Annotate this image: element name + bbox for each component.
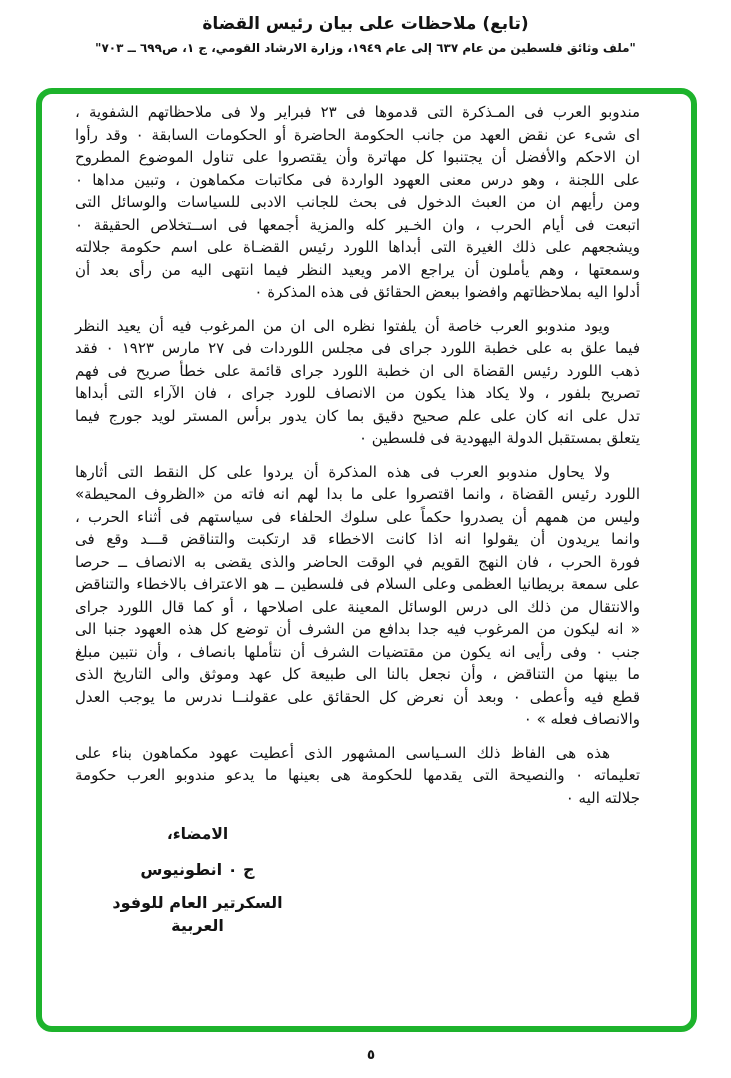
text-line: فورة الحرب ، فان النهج القويم في الوقت الحاضر والذى يقضى به الانصاف ــ حرصا bbox=[75, 552, 640, 571]
text-line: ان الاحكم والأفضل أن يجتنبوا كل مهاترة وأن يقتصروا على تناول الموضوع المطروح bbox=[75, 148, 640, 166]
text-line: ولا يحاول مندوبو العرب فى هذه المذكرة أن يردوا على كل النقط التى أثارها bbox=[75, 462, 610, 481]
text-line: وسمعتها ، وهم يأملون أن يراجع الامر ويعيد النظر فيما انتهى اليه من رأى بعد أن bbox=[75, 260, 640, 279]
text-line: اتبعت فى أيام الحرب ، وان الخـير كله والمزية أجمعها فى اســتخلاص الحقيقة ٠ bbox=[75, 215, 640, 234]
paragraph bbox=[75, 742, 640, 810]
page-number: ٥ bbox=[366, 1047, 376, 1063]
signatory-role: السكرتير العام للوفود العربية bbox=[112, 893, 283, 935]
text-line: يتعلق بمستقبل الدولة اليهودية فى فلسطين ٠ bbox=[358, 429, 640, 447]
paragraph bbox=[75, 461, 640, 731]
signature-block bbox=[95, 823, 300, 937]
text-line: والانتقال من ذلك الى درس الوسائل المعينة على اصلاحها ، أو كما قال اللورد جراى bbox=[75, 597, 640, 616]
text-line: « انه ليكون من المرغوب فيه جدا بدافع من الشرف أن توضع كل هذه العهود جنبا الى bbox=[75, 620, 640, 638]
text-line: أدلوا اليه بملاحظاتهم وافضوا ببعض الحقائق فى هذه المذكرة ٠ bbox=[254, 283, 640, 301]
text-line: ذهب اللورد رئيس القضاة الى ان خطبة اللورد جراى قائمة على خطأ صريح فى فهم bbox=[75, 361, 640, 380]
signatory-name: ج ٠ انطونيوس bbox=[140, 859, 255, 879]
text-line: هذه هى الفاظ ذلك السـياسى المشهور الذى أعطيت عهود مكماهون بناء على bbox=[75, 743, 610, 762]
text-line: ما بينها من التناقض ، وأن نجعل بالنا الى طبيعة كل عهد وموثق والى التاريخ الذى bbox=[75, 665, 640, 683]
text-line: ويود مندوبو العرب خاصة أن يلفتوا نظره الى ان من المرغوب فيه أن يعيد النظر bbox=[75, 316, 610, 335]
text-line: ويشجعهم على ذلك الغيرة التى أبداها اللورد رئيس القضـاة على اسم حكومة جلالته bbox=[75, 238, 640, 256]
signature-label: الامضاء، bbox=[166, 825, 229, 843]
document-body bbox=[75, 101, 640, 937]
page-title: (تابع) ملاحظات على بيان رئيس القضاة bbox=[202, 14, 529, 34]
text-line: اللورد رئيس القضاة ، وانما اقتصروا على ما بدا لهم انه فاته من «الظروف المحيطة» bbox=[75, 485, 640, 503]
text-line: تعليماته ٠ والنصيحة التى يقدمها للحكومة هى بعينها ما يدعو مندوبو العرب حكومة bbox=[75, 766, 640, 784]
text-line: على اللجنة ، وهو درس معنى العهود الواردة فى مكاتبات مكماهون ، وتبين مداها ٠ bbox=[75, 170, 640, 189]
text-line: والانصاف فعله » ٠ bbox=[523, 710, 640, 728]
document-header bbox=[0, 14, 731, 55]
text-line: قطع فيه وأعطى ٠ وبعد أن نعرض كل الحقائق على عقولنــا ندرس ما يوجب العدل bbox=[75, 687, 640, 706]
text-line: ومن رأيهم ان من العبث الدخول فى بحث للجانب الادبى للسياسات والوسائل التى bbox=[75, 193, 640, 211]
text-line: وانما يريدون أن يقولوا انه اذا كانت الاخطاء قد ارتكبت والتناقض قـــد وقع فى bbox=[75, 530, 640, 548]
text-line: اى شىء عن نقض العهد من جانب الحكومة الحاضرة أو الحكومات السابقة ٠ وقد رأوا bbox=[75, 125, 640, 144]
text-line: تصريح بلفور ، ولا يكاد هذا يكون من الانصاف للورد جراى ، فان الآراء التى أبداها bbox=[75, 384, 640, 402]
text-line: تدل على انه كان على علم صحيح دقيق بما كان يدور برأس المستر لويد جورج فيما bbox=[75, 406, 640, 425]
source-citation: "ملف وثائق فلسطين من عام ٦٣٧ إلى عام ١٩٤٩، وزارة الارشاد القومي، ج ١، ص٦٩٩ ــ ٧٠٣" bbox=[95, 41, 636, 55]
text-line: جنب ٠ وفى رأيى انه يكون من مقتضيات الشرف أن نتأملها بانصاف ، وأن نتبين مبلغ bbox=[75, 642, 640, 661]
paragraph bbox=[75, 315, 640, 450]
text-line: جلالته اليه ٠ bbox=[565, 788, 640, 807]
text-line: فيما علق به على خطبة اللورد جراى فى مجلس اللوردات فى ٢٧ مارس ١٩٢٣ ٠ فقد bbox=[75, 339, 640, 357]
text-line: وليس من همهم أن يصدروا حكماً على سلوك الحلفاء فى سياستهم فى أثناء الحرب ، bbox=[75, 507, 640, 526]
paragraph bbox=[75, 101, 640, 304]
text-line: على سمعة بريطانيا العظمى وعلى السلام فى فلسطين ــ هو الاعتراف بالاخطاء والتناقض bbox=[75, 575, 640, 593]
text-line: مندوبو العرب فى المـذكرة التى قدموها فى ٢٣ فبراير ولا فى ملاحظاتهم الشفوية ، bbox=[75, 103, 641, 121]
